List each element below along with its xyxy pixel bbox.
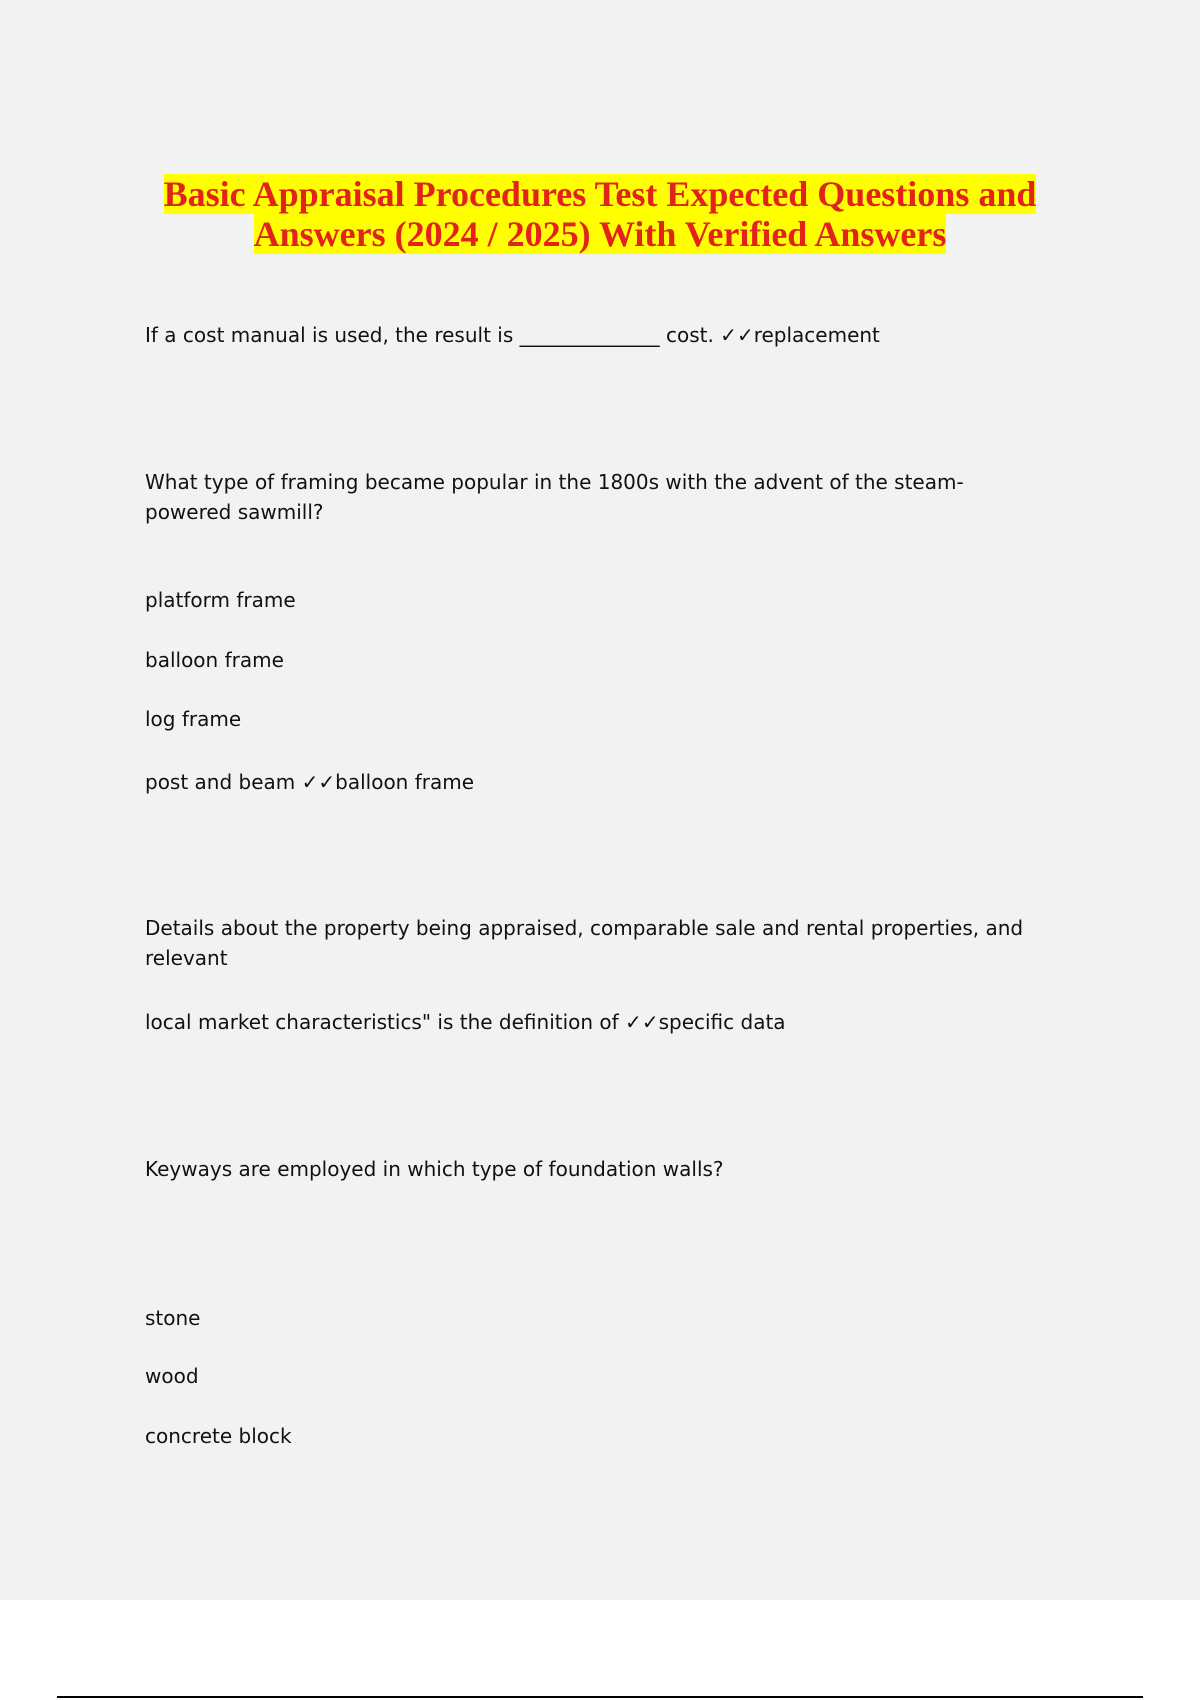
title-line-2: Answers (2024 / 2025) With Verified Answers [253,214,947,254]
question-2-option-1: platform frame [145,588,296,612]
question-2: What type of framing became popular in the 1800s with the advent of the steam-powered sawmill? [145,470,964,524]
question-2-option-4: post and beam ✓✓balloon frame [145,770,475,794]
question-4-option-1: stone [145,1306,201,1330]
question-3: Details about the property being appraised, comparable sale and rental properties, and relevant [145,916,1024,970]
document-title [100,174,1100,254]
question-2-option-3: log frame [145,707,242,731]
question-4: Keyways are employed in which type of foundation walls? [145,1157,724,1181]
question-4-option-2: wood [145,1364,199,1388]
question-1: If a cost manual is used, the result is ______________ cost. ✓✓replacement [145,323,880,347]
question-3-answer-line: local market characteristics" is the definition of ✓✓specific data [145,1010,786,1034]
title-line-1: Basic Appraisal Procedures Test Expected Questions and [163,174,1037,214]
question-2-option-2: balloon frame [145,648,284,672]
question-4-option-3: concrete block [145,1424,292,1448]
footer-rule [57,1696,1143,1698]
